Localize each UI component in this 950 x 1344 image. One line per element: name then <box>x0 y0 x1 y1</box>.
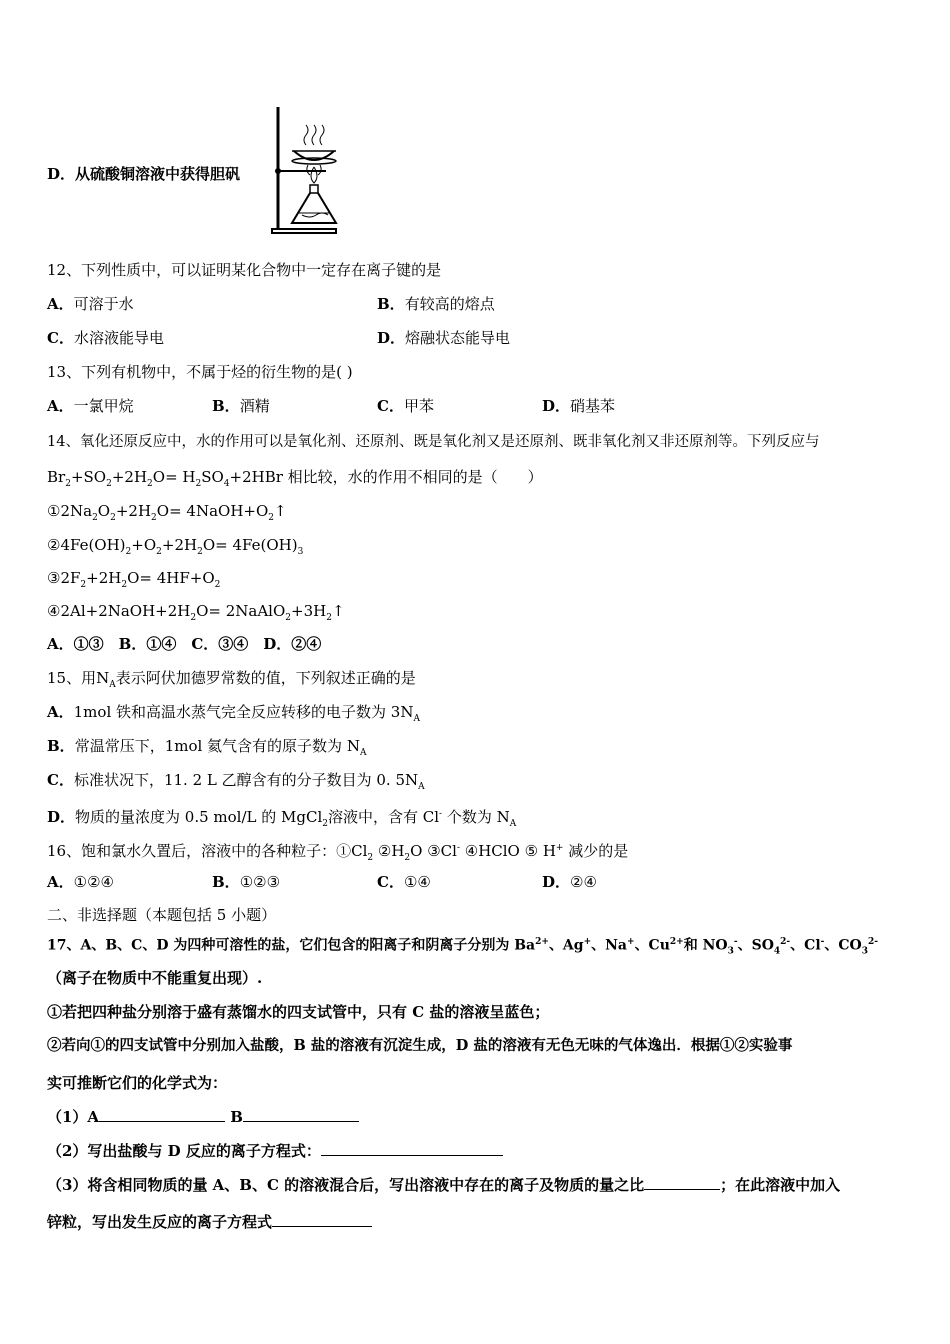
q15-option-c-text: 标准状况下，11. 2 L 乙醇含有的分子数目为 0. 5N <box>73 771 419 789</box>
q14-r4-d: ↑ <box>331 602 345 620</box>
q14-r2-s3: 2 <box>197 547 203 557</box>
q13-option-c-label: C． <box>377 397 404 415</box>
q15-option-b-sub: A <box>359 748 367 758</box>
q15-option-b <box>47 736 366 763</box>
q16-stem-d: ④HClO ⑤ H <box>459 842 556 860</box>
q14-r2-s2: 2 <box>156 547 162 557</box>
q16-option-c-text: ①④ <box>403 873 431 891</box>
q16-sub2: 2 <box>404 853 411 863</box>
q14-r3-a: ③2F <box>47 569 81 587</box>
q14-r2-s1: 2 <box>125 547 132 557</box>
q16-sup1: - <box>456 843 460 853</box>
q14-r2-d: O= 4Fe(OH) <box>202 536 298 554</box>
q12-option-b-text: 有较高的熔点 <box>404 295 495 313</box>
q14-r4-c: +3H <box>291 602 327 620</box>
q17-co3-sub: 3 <box>861 946 868 957</box>
q16-option-d-label: D． <box>542 873 571 891</box>
q16-sup2: + <box>555 843 564 853</box>
q15-option-d-sup: - <box>439 809 443 819</box>
q14-r4-s2: 2 <box>285 613 292 623</box>
q12-option-d-text: 熔融状态能导电 <box>405 329 511 347</box>
q14-r3-s3: 2 <box>214 580 221 590</box>
q14-r1-b: O <box>97 502 111 520</box>
q14-reaction-4 <box>47 601 345 628</box>
q14-s2f: +2HBr 相比较，水的作用不相同的是（ ） <box>229 468 543 486</box>
evaporation-apparatus-illustration <box>270 105 350 235</box>
q17-cl-sup: - <box>820 937 825 947</box>
q16-stem-c: O ③Cl <box>410 842 457 860</box>
q17-part-1 <box>47 1107 359 1127</box>
q17-part1-label: （1）A <box>47 1108 100 1126</box>
q14-s2sub5: 4 <box>223 479 230 489</box>
q14-s2sub1: 2 <box>65 479 71 489</box>
q14-r4-s1: 2 <box>190 613 197 623</box>
q16-option-d <box>542 872 597 892</box>
q15-option-a-label: A． <box>47 703 74 721</box>
q12-option-a-label: A． <box>47 295 74 313</box>
q14-reaction-3 <box>47 568 220 595</box>
q17-no3: 和 NO <box>683 937 728 954</box>
q17-answer-blank-b[interactable] <box>243 1107 359 1122</box>
q17-stem-cont: （离子在物质中不能重复出现）. <box>47 969 263 987</box>
q17-so4: 、SO <box>737 937 774 954</box>
q14-r1-d: O= 4NaOH+O <box>156 502 269 520</box>
q17-ion-ba: 2+ <box>535 937 549 947</box>
q16-option-d-text: ②④ <box>570 873 597 891</box>
q13-option-b <box>212 396 270 416</box>
q15-stem <box>47 668 416 695</box>
q11-option-d <box>47 164 240 184</box>
q12-option-d <box>377 328 510 348</box>
q13-option-d-text: 硝基苯 <box>570 397 616 415</box>
q17-answer-blank-ratio[interactable] <box>644 1175 720 1190</box>
q17-ion-cu: 2+ <box>669 937 684 947</box>
q14-r1-s2: 2 <box>110 513 116 523</box>
q11-option-d-text: 从硫酸铜溶液中获得胆矾 <box>75 165 241 183</box>
q17-cu: 、Cu <box>634 937 670 954</box>
q15-option-a <box>47 702 420 729</box>
q15-option-d-text1: 物质的量浓度为 0.5 mol/L 的 MgCl <box>75 808 323 826</box>
q14-r2-c: +2H <box>161 536 198 554</box>
q17-answer-blank-zinc-equation[interactable] <box>272 1212 372 1227</box>
q14-r2-s4: 3 <box>297 547 304 557</box>
q14-reaction-2 <box>47 535 303 562</box>
q16-option-c-label: C． <box>377 873 404 891</box>
q16-stem <box>47 838 628 868</box>
q16-option-c <box>377 872 431 892</box>
q17-co3-sup: 2- <box>868 937 878 947</box>
q16-stem-b: ②H <box>373 842 405 860</box>
q17-answer-blank-a[interactable] <box>99 1107 225 1122</box>
q15-option-d-text3: 个数为 N <box>442 808 510 826</box>
q16-option-b <box>212 872 280 892</box>
q14-r2-a: ②4Fe(OH) <box>47 536 126 554</box>
q17-na: 、Na <box>591 937 628 954</box>
q12-option-b-label: B． <box>377 295 405 313</box>
q14-r1-c: +2H <box>115 502 152 520</box>
q12-option-c <box>47 328 164 348</box>
q15-option-a-text: 1mol 铁和高温水蒸气完全反应转移的电子数为 3N <box>73 703 414 721</box>
q16-stem-e: 减少的是 <box>563 842 629 860</box>
q13-option-b-text: 酒精 <box>239 397 270 415</box>
q14-s2sub4: 2 <box>195 479 202 489</box>
q17-part3-text-c: 锌粒，写出发生反应的离子方程式 <box>47 1213 273 1231</box>
q17-part-3 <box>47 1175 840 1195</box>
q14-r1-e: ↑ <box>274 502 287 520</box>
q15-stem-a: 15、用N <box>47 669 110 687</box>
q14-r1-s3: 2 <box>151 513 157 523</box>
q16-option-b-label: B． <box>212 873 240 891</box>
q14-r1-a: ①2Na <box>47 502 93 520</box>
q15-option-c-label: C． <box>47 771 74 789</box>
q12-option-c-text: 水溶液能导电 <box>73 329 164 347</box>
q11-option-d-label: D． <box>47 165 76 183</box>
q14-r3-c: O= 4HF+O <box>127 569 215 587</box>
q14-r1-s4: 2 <box>268 513 275 523</box>
q16-stem-a: 16、饱和氯水久置后，溶液中的各种粒子：①Cl <box>47 842 368 860</box>
q12-option-a-text: 可溶于水 <box>73 295 134 313</box>
section-2-heading: 二、非选择题（本题包括 5 小题） <box>47 906 277 924</box>
q12-option-c-label: C． <box>47 329 74 347</box>
q12-stem: 12、下列性质中，可以证明某化合物中一定存在离子键的是 <box>47 261 442 279</box>
q17-ion-na: + <box>627 937 635 947</box>
q14-s2e: SO <box>201 468 224 486</box>
q15-option-d <box>47 804 516 834</box>
q14-r3-s1: 2 <box>80 580 87 590</box>
q15-option-d-sub2: A <box>509 819 517 829</box>
q16-sub1: 2 <box>367 853 374 863</box>
q17-part3-text-a: （3）将含相同物质的量 A、B、C 的溶液混合后，写出溶液中存在的离子及物质的量之比 <box>47 1176 645 1194</box>
q15-option-c <box>47 770 425 797</box>
q14-r3-s2: 2 <box>121 580 128 590</box>
q14-r3-b: +2H <box>86 569 122 587</box>
q17-stem-a: 17、A、B、C、D 为四种可溶性的盐，它们包含的阳离子和阴离子分别为 Ba <box>47 937 536 954</box>
q15-option-b-text: 常温常压下，1mol 氦气含有的原子数为 N <box>74 737 360 755</box>
q17-part-3-cont <box>47 1212 372 1232</box>
q13-option-c-text: 甲苯 <box>403 397 434 415</box>
q17-part1-b: B <box>225 1108 243 1126</box>
q16-option-b-text: ①②③ <box>239 873 281 891</box>
q17-condition-2b: 实可推断它们的化学式为： <box>47 1074 228 1092</box>
q17-co3: 、CO <box>824 937 862 954</box>
q17-condition-2a: ②若向①的四支试管中分别加入盐酸，B 盐的溶液有沉淀生成，D 盐的溶液有无色无味的气体逸出．根据①②实验事 <box>47 1037 793 1054</box>
q17-answer-blank-d-equation[interactable] <box>321 1141 503 1156</box>
q17-so4-sup: 2- <box>780 937 791 947</box>
q13-option-a-label: A． <box>47 397 74 415</box>
q16-option-a-text: ①②④ <box>73 873 114 891</box>
q17-part2-text: （2）写出盐酸与 D 反应的离子方程式： <box>47 1142 321 1160</box>
q15-option-d-text2: 溶液中，含有 Cl <box>327 808 440 826</box>
q14-r1-s1: 2 <box>92 513 98 523</box>
q14-r4-a: ④2Al+2NaOH+2H <box>47 602 191 620</box>
q14-stem-line2 <box>47 467 543 494</box>
q14-r4-b: O= 2NaAlO <box>196 602 286 620</box>
q17-cl: 、Cl <box>790 937 821 954</box>
q15-option-b-label: B． <box>47 737 75 755</box>
q14-r4-s3: 2 <box>326 613 332 623</box>
q13-option-d <box>542 396 615 416</box>
q14-s2c: +2H <box>111 468 148 486</box>
q14-s2sub2: 2 <box>106 479 112 489</box>
q14-reaction-1 <box>47 501 287 528</box>
q12-option-a <box>47 294 134 314</box>
q14-r2-b: +O <box>131 536 157 554</box>
q13-option-c <box>377 396 434 416</box>
q16-option-a <box>47 872 114 892</box>
q17-stem <box>47 932 878 961</box>
q14-s2d: O= H <box>152 468 196 486</box>
q17-so4-sub: 4 <box>773 946 781 957</box>
q17-condition-1: ①若把四种盐分别溶于盛有蒸馏水的四支试管中，只有 C 盐的溶液呈蓝色； <box>47 1003 550 1021</box>
q13-option-d-label: D． <box>542 397 571 415</box>
q17-part-2 <box>47 1141 503 1161</box>
q14-s2sub3: 2 <box>147 479 153 489</box>
q15-option-c-sub: A <box>418 782 425 792</box>
q12-option-d-label: D． <box>377 329 406 347</box>
q17-ion-ag: + <box>583 937 592 947</box>
q14-s2b: +SO <box>70 468 107 486</box>
q13-option-b-label: B． <box>212 397 240 415</box>
q17-part3-text-b: ；在此溶液中加入 <box>720 1176 841 1194</box>
q13-stem: 13、下列有机物中，不属于烃的衍生物的是( ) <box>47 363 353 381</box>
q14-stem-line1: 14、氧化还原反应中，水的作用可以是氧化剂、还原剂、既是氧化剂又是还原剂、既非氧化剂又非还原剂等。下列反应与 <box>47 434 820 450</box>
q15-stem-b: 表示阿伏加德罗常数的值，下列叙述正确的是 <box>115 669 416 687</box>
q15-option-d-sub: 2 <box>322 819 328 829</box>
q17-ag: 、Ag <box>548 937 584 954</box>
q12-option-b <box>377 294 495 314</box>
q13-option-a <box>47 396 134 416</box>
q17-no3-sub: 3 <box>727 946 734 957</box>
q14-s2a: Br <box>47 468 66 486</box>
q15-option-d-label: D． <box>47 808 76 826</box>
q16-option-a-label: A． <box>47 873 74 891</box>
q17-no3-sup: - <box>733 937 738 947</box>
q15-stem-sub: A <box>109 680 116 690</box>
q15-option-a-sub: A <box>413 714 420 724</box>
q13-option-a-text: 一氯甲烷 <box>73 397 134 415</box>
q14-answer-options: A．①③ B．①④ C．③④ D．②④ <box>47 635 322 653</box>
